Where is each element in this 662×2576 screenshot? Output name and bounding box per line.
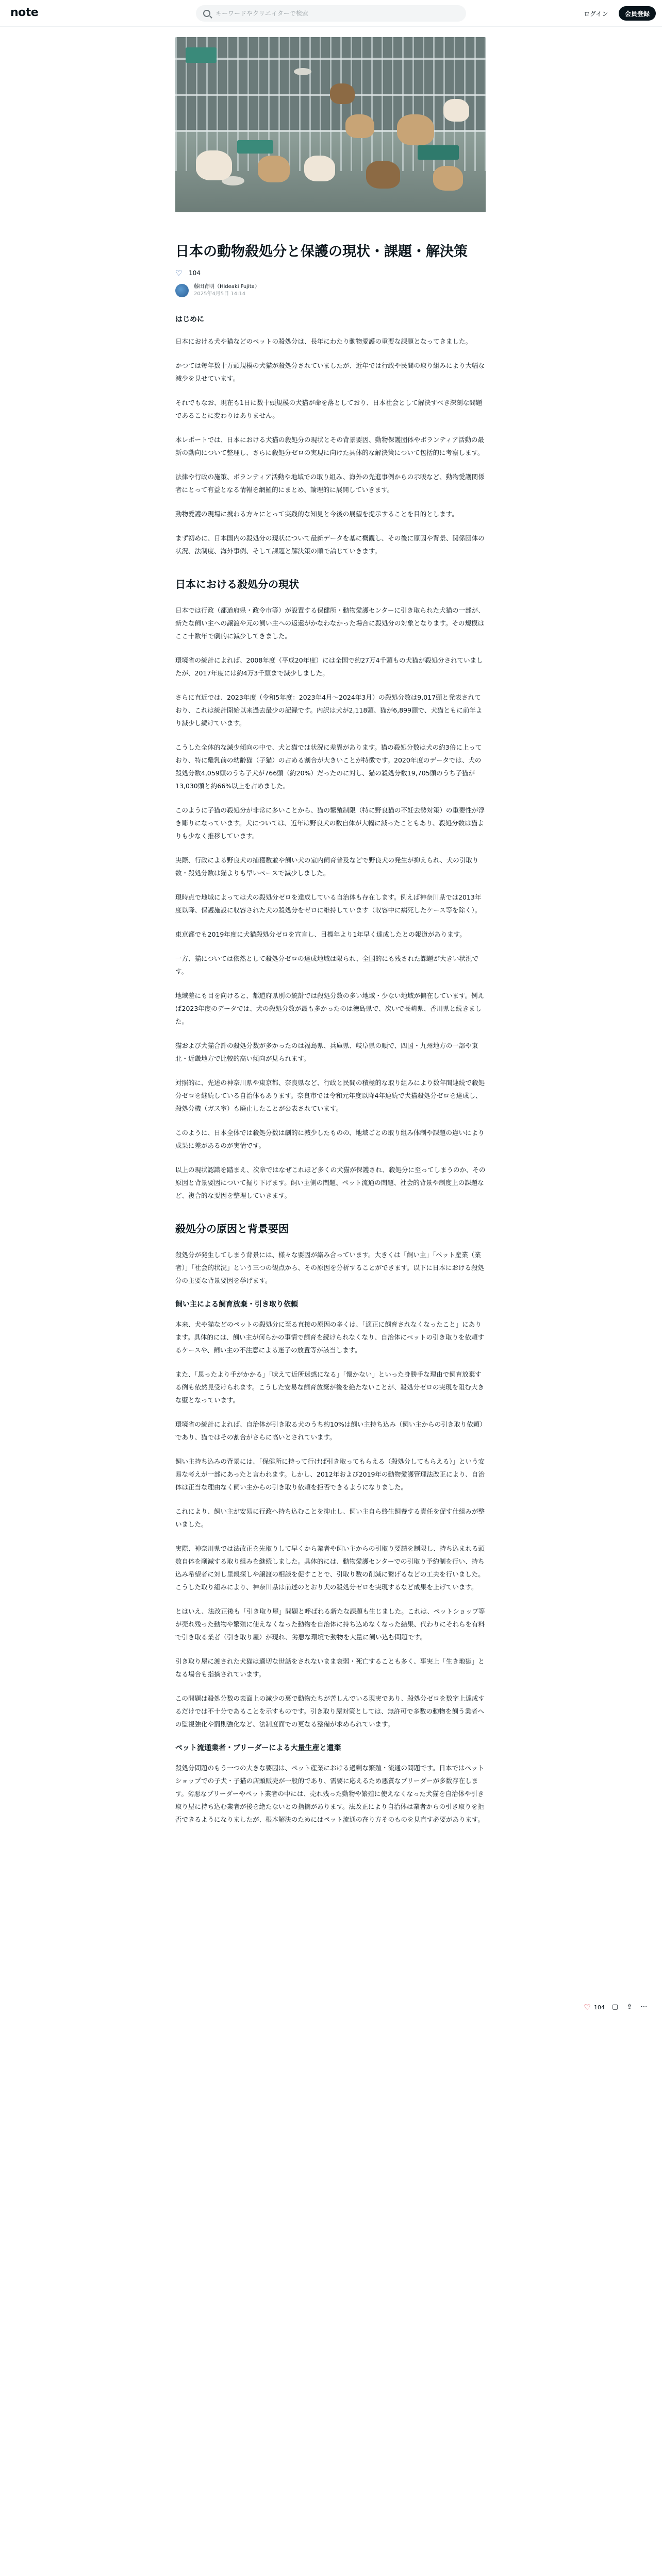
paragraph: これにより、飼い主が安易に行政へ持ち込むことを抑止し、飼い主自ら終生飼養する責任を促す仕組みが整いました。	[175, 1507, 485, 1528]
comment-icon[interactable]: ▢	[611, 2003, 619, 2011]
paragraph: 法律や行政の施策、ボランティア活動や地域での取り組み、海外の先進事例からの示唆など、動物愛護関係者にとって有益となる情報を網羅的にまとめ、論理的に展開していきます。	[175, 473, 485, 494]
like-summary[interactable]	[175, 269, 486, 277]
paragraph: このように、日本全体では殺処分数は劇的に減少したものの、地域ごとの取り組み体制や課題の違いにより成果に差があるのが実情です。	[175, 1129, 485, 1149]
paragraph: また、「思ったより手がかかる」「吠えて近所迷惑になる」「懐かない」といった身勝手な理由で飼育放棄する例も依然見受けられます。こうした安易な飼育放棄が後を絶たないことが、殺処分ゼロの実現を阻む大きな壁となっています。	[175, 1370, 485, 1404]
paragraph: この問題は殺処分数の表面上の減少の裏で動物たちが苦しんでいる現実であり、殺処分ゼロを数字上達成するだけでは不十分であることを示すものです。引き取り屋対策としては、無許可で多数の動物を飼う業者への監視強化や罰則強化など、法制度面での更なる整備が求められています。	[175, 1694, 485, 1728]
paragraph: 実際、神奈川県では法改正を先取りして早くから業者や飼い主からの引取り要請を制限し、持ち込まれる頭数自体を削減する取り組みを継続しました。具体的には、動物愛護センターでの引取り予約制を行い、持ち込み希望者に対し里親探しや譲渡の相談を促すことで、引取り数の削減に繋げるなどの工夫を行いました。こうした取り組みにより、神奈川県は前述のとおり犬の殺処分ゼロを実現するなど成果を上げています。	[175, 1545, 485, 1591]
paragraph: 以上の現状認識を踏まえ、次章ではなぜこれほど多くの犬猫が保護され、殺処分に至ってしまうのか、その原因と背景要因について掘り下げます。飼い主側の問題、ペット流通の問題、社会的背景や制度上の課題など、複合的な要因を整理していきます。	[175, 1166, 486, 1199]
search-icon	[203, 10, 210, 17]
like-count: 104	[189, 269, 201, 277]
search-box[interactable]	[196, 5, 466, 22]
section-heading: 日本における殺処分の現状	[175, 578, 299, 590]
article-body	[175, 313, 486, 1826]
hero-image	[175, 37, 486, 212]
paragraph: 環境省の統計によれば、2008年度（平成20年度）には全国で約27万4千頭もの犬猫が殺処分されていましたが、2017年度には約4万3千頭まで減少しました。	[175, 656, 483, 677]
paragraph: 環境省の統計によれば、自治体が引き取る犬のうち約10%は飼い主持ち込み（飼い主からの引き取り依頼）であり、猫ではその割合がさらに高いとされています。	[175, 1420, 483, 1441]
paragraph: 飼い主持ち込みの背景には、「保健所に持って行けば引き取ってもらえる（殺処分してもらえる）」という安易な考えが一部にあったと言われます。しかし、2012年および2019年の動物愛護管理法改正により、自治体は正当な理由なく飼い主からの引き取り依頼を拒否できるようになりました。	[175, 1458, 485, 1491]
intro-heading: はじめに	[175, 315, 204, 324]
search-input[interactable]	[216, 10, 458, 17]
paragraph: それでもなお、現在も1日に数十頭規模の犬猫が命を落としており、日本社会として解決すべき深刻な問題であることに変わりはありません。	[175, 399, 483, 419]
paragraph: 動物愛護の現場に携わる方々にとって実践的な知見と今後の展望を提示することを目的とします。	[175, 510, 458, 518]
note-logo[interactable]: note	[10, 6, 39, 19]
paragraph: 対照的に、先述の神奈川県や東京都、奈良県など、行政と民間の積極的な取り組みにより数年間連続で殺処分ゼロを継続している自治体もあります。奈良市では令和元年度以降4年連続で犬猫殺処分ゼロを達成し、殺処分機（ガス室）も廃止したことが公表されています。	[175, 1079, 485, 1112]
more-icon[interactable]: ⋯	[640, 2003, 648, 2011]
publish-date: 2025年4月5日 14:14	[194, 291, 246, 297]
paragraph: さらに直近では、2023年度（令和5年度：2023年4月〜2024年3月）の殺処分数は9,017頭と発表されており、これは統計開始以来過去最少の記録です。内訳は犬が2,118頭、猫が6,899頭で、犬猫ともに前年より減少し続けています。	[175, 693, 483, 727]
top-navigation-bar	[0, 0, 662, 27]
heart-icon: ♡	[584, 2003, 591, 2012]
article-title: 日本の動物殺処分と保護の現状・課題・解決策	[175, 244, 468, 260]
paragraph: 一方、猫については依然として殺処分ゼロの達成地域は限られ、全国的にも残された課題が大きい状況です。	[175, 955, 479, 975]
paragraph: このように子猫の殺処分が非常に多いことから、猫の繁殖制限（特に野良猫の不妊去勢対策）の重要性が浮き彫りになっています。犬については、近年は野良犬の数自体が大幅に減ったこともあり、殺処分数は猫よりも少なく推移しています。	[175, 806, 485, 840]
section-heading: 殺処分の原因と背景要因	[175, 1223, 289, 1235]
subsection-heading: 飼い主による飼育放棄・引き取り依頼	[175, 1300, 298, 1309]
like-count: 104	[594, 2004, 605, 2011]
paragraph: 地域差にも目を向けると、都道府県別の統計では殺処分数の多い地域・少ない地域が偏在しています。例えば2023年度のデータでは、犬の殺処分数が最も多かったのは徳島県で、次いで長崎県、香川県と続きました。	[175, 992, 485, 1025]
signup-button[interactable]: 会員登録	[619, 6, 656, 21]
paragraph: 東京都でも2019年度に犬猫殺処分ゼロを宣言し、目標年より1年早く達成したとの報道があります。	[175, 930, 466, 938]
paragraph: 殺処分問題のもう一つの大きな要因は、ペット産業における過剰な繁殖・流通の問題です。日本ではペットショップでの子犬・子猫の店頭販売が一般的であり、需要に応えるため悪質なブリーダーが多数存在します。劣悪なブリーダーやペット業者の中には、売れ残った動物や繁殖に使えなくなった犬猫を自治体や引き取り屋に持ち込む業者が後を絶たないとの指摘があります。法改正により自治体は業者からの引き取りを拒否できるようになりましたが、根本解決のためにはペット流通の在り方そのものを見直す必要があります。	[175, 1764, 485, 1823]
paragraph: 猫および犬猫合計の殺処分数が多かったのは福島県、兵庫県、岐阜県の順で、四国・九州地方の一部や東北・近畿地方で比較的高い傾向が見られます。	[175, 1042, 478, 1062]
author-avatar[interactable]	[175, 284, 189, 297]
paragraph: 日本では行政（都道府県・政令市等）が設置する保健所・動物愛護センターに引き取られた犬猫の一部が、新たな飼い主への譲渡や元の飼い主への返還がかなわなかった場合に殺処分の対象となります。その規模はここ十数年で劇的に減少してきました。	[175, 606, 485, 640]
paragraph: 現時点で地域によっては犬の殺処分ゼロを達成している自治体も存在します。例えば神奈川県では2013年度以降、保護施設に収容された犬の殺処分をゼロに維持しています（収容中に病死したケース等を除く）。	[175, 893, 482, 914]
paragraph: かつては毎年数十万頭規模の犬猫が殺処分されていましたが、近年では行政や民間の取り組みにより大幅な減少を見せています。	[175, 362, 485, 382]
author-block[interactable]	[175, 283, 486, 298]
paragraph: まず初めに、日本国内の殺処分の現状について最新データを基に概観し、その後に原因や背景、関係団体の状況、法制度、海外事例、そして課題と解決策の順で論じていきます。	[175, 534, 485, 555]
paragraph: 実際、行政による野良犬の捕獲数並や飼い犬の室内飼育普及などで野良犬の発生が抑えられ、犬の引取り数・殺処分数は猫よりも早いペースで減少しました。	[175, 856, 479, 877]
article	[175, 37, 486, 1837]
heart-icon[interactable]: ♡	[175, 268, 183, 278]
paragraph: 引き取り屋に渡された犬猫は適切な世話をされないまま衰弱・死亡することも多く、事実上「生き地獄」となる場合も指摘されています。	[175, 1657, 485, 1678]
paragraph: 日本における犬や猫などのペットの殺処分は、長年にわたり動物愛護の重要な課題となってきました。	[175, 337, 472, 345]
share-icon[interactable]: ⇪	[626, 2003, 633, 2011]
paragraph: 本レポートでは、日本における犬猫の殺処分の現状とその背景要因、動物保護団体やボランティア活動の最新の動向について整理し、さらに殺処分ゼロの実現に向けた具体的な解決策について包括的に考察します。	[175, 436, 485, 456]
paragraph: こうした全体的な減少傾向の中で、犬と猫では状況に差異があります。猫の殺処分数は犬の約3倍に上っており、特に離乳前の幼齢猫（子猫）の占める割合が大きいことが特徴です。2020年度のデータでは、犬の殺処分数4,059頭のうち子犬が766頭（約20%）だったのに対し、猫の殺処分数19,705頭のうち子猫が13,030頭と約66%以上を占めました。	[175, 743, 482, 790]
floating-action-bar	[584, 2003, 648, 2011]
author-name[interactable]: 藤田育明（Hideaki Fujita）	[194, 284, 260, 290]
paragraph: 殺処分が発生してしまう背景には、様々な要因が絡み合っています。大きくは「飼い主」「ペット産業（業者）」「社会的状況」という三つの観点から、その原因を分析することができます。以下に日本における殺処分の主要な背景要因を挙げます。	[175, 1251, 485, 1284]
like-button[interactable]	[584, 2003, 605, 2011]
paragraph: 本来、犬や猫などのペットの殺処分に至る直接の原因の多くは、「適正に飼育されなくなったこと」にあります。具体的には、飼い主が何らかの事情で飼育を続けられなくなり、自治体にペットの引き取りを依頼するケースや、飼い主の不注意による迷子の放置等が該当します。	[175, 1320, 485, 1354]
subsection-heading: ペット流通業者・ブリーダーによる大量生産と遺棄	[175, 1744, 341, 1752]
paragraph: とはいえ、法改正後も「引き取り屋」問題と呼ばれる新たな課題も生じました。これは、ペットショップ等が売れ残った動物や繁殖に使えなくなった動物を自治体に持ち込めなくなった結果、代わりにそれらを有料で引き取る業者（引き取り屋）が現れ、劣悪な環境で動物を大量に飼い込む問題です。	[175, 1607, 485, 1641]
login-button[interactable]: ログイン	[577, 6, 614, 21]
